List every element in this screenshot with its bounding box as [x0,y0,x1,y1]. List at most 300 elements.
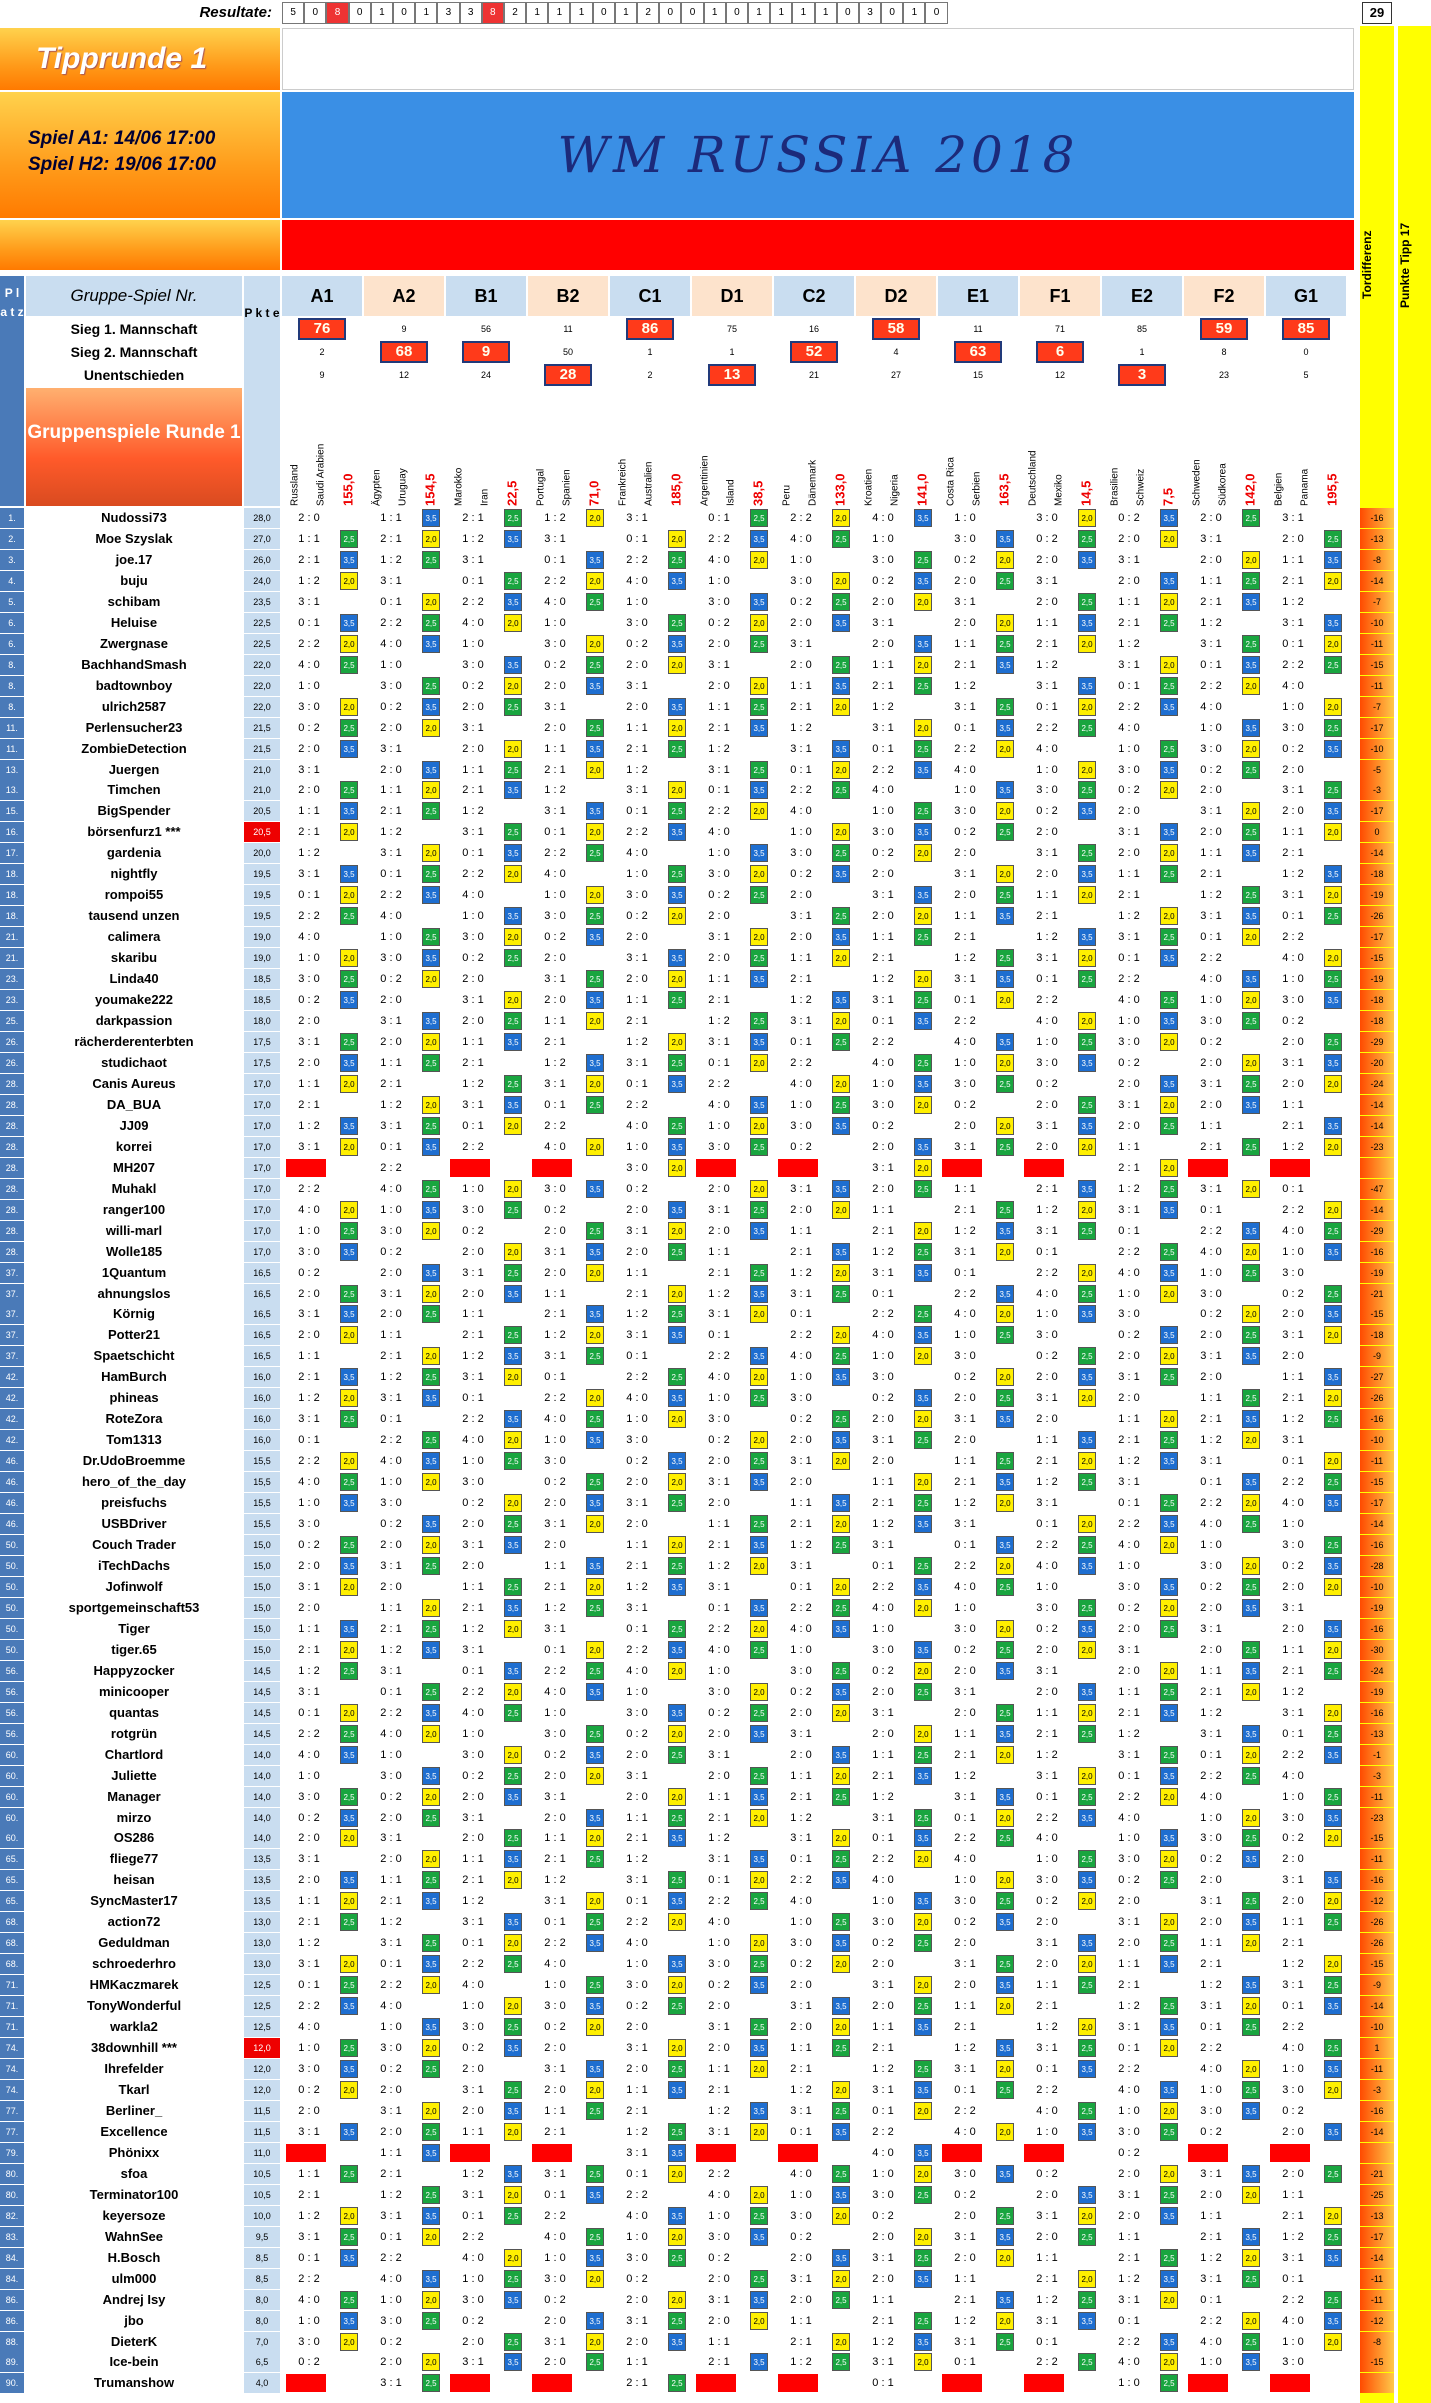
row-tip: 3 : 0 [1118,1308,1140,1321]
row-tip: 2 : 2 [872,1036,894,1048]
row-tip: 1 : 2 [790,1266,812,1279]
row-tip: 2 : 2 [1282,2293,1304,2306]
row-score-badge: 2,0 [832,572,850,590]
row-tip: 2 : 0 [708,1455,730,1468]
row-tip: 2 : 1 [872,2042,894,2055]
row-score-badge: 2,0 [586,1012,604,1030]
table-row [0,571,1431,592]
row-tip: 2 : 2 [544,574,566,587]
row-tip: 3 : 0 [544,1455,566,1468]
pct-value: 27 [890,370,901,380]
row-tip: 3 : 1 [1282,1706,1304,1719]
row-player-name: Ihrefelder [104,2061,164,2077]
row-tip: 3 : 1 [626,1056,648,1069]
row-score-badge: 3,5 [914,2270,932,2288]
row-tip: 0 : 2 [1200,763,1222,776]
row-score-badge: 2,5 [668,1117,686,1135]
row-tip: 2 : 2 [626,553,648,566]
row-score-badge: 2,5 [668,1620,686,1638]
row-tip: 2 : 1 [380,805,402,818]
row-score-badge: 2,5 [996,823,1014,841]
row-score-badge: 2,0 [750,1117,768,1135]
game-points: 155,0 [340,473,356,506]
row-tip: 3 : 1 [462,2188,484,2201]
row-score-badge: 3,5 [1242,2165,1260,2183]
row-tip: 0 : 1 [462,2209,484,2222]
result-cell: 1 [748,2,770,24]
row-tip: 1 : 2 [626,763,648,776]
empty-tip-marker [778,1159,818,1177]
row-tip: 2 : 0 [1036,2188,1058,2201]
row-score-badge: 2,5 [340,530,358,548]
row-points: 16,0 [244,1388,280,1408]
row-tip: 3 : 1 [1200,1077,1222,1090]
row-tip: 3 : 1 [380,2377,402,2390]
row-tip: 0 : 1 [1200,1203,1222,1216]
result-cell: 0 [837,2,859,24]
row-score-badge: 2,5 [504,698,522,716]
row-tip: 2 : 2 [1282,1748,1304,1761]
row-score-badge: 2,5 [750,635,768,653]
row-tip: 3 : 0 [544,2272,566,2285]
row-player-name: ulrich2587 [101,698,167,714]
row-tip: 0 : 1 [954,1811,976,1824]
row-tordifferenz: -19 [1360,1682,1394,1702]
row-score-badge: 3,5 [504,1285,522,1303]
row-score-badge: 2,5 [340,1976,358,1994]
row-tip: 1 : 0 [380,931,402,944]
row-rank: 80. [0,2185,24,2205]
row-points: 15,5 [244,1472,280,1492]
row-score-badge: 2,0 [996,2060,1014,2078]
row-tip: 3 : 1 [544,2063,566,2076]
row-tip: 0 : 2 [1118,784,1140,797]
row-tip: 2 : 0 [954,889,976,902]
game-points: 71,0 [586,480,602,506]
row-score-badge: 2,5 [1242,1767,1260,1785]
row-score-badge: 2,0 [422,2291,440,2309]
row-tip: 1 : 2 [790,2084,812,2096]
row-tip: 1 : 2 [462,805,484,818]
pct-value: 1 [647,347,653,357]
row-tordifferenz [1360,2373,1394,2393]
row-tip: 0 : 1 [1200,2021,1222,2034]
platz-header: P l a t z [0,276,24,506]
row-tip: 3 : 1 [954,1413,976,1426]
row-score-badge: 3,5 [1324,1746,1342,1764]
row-score-badge: 2,5 [586,1725,604,1743]
row-score-badge: 2,5 [996,1829,1014,1847]
row-score-badge: 2,0 [1242,1494,1260,1512]
row-tip: 0 : 2 [298,1539,320,1552]
row-tip: 3 : 1 [462,1098,484,1111]
row-tip: 1 : 1 [1036,889,1058,902]
row-rank: 90. [0,2373,24,2393]
row-tip: 0 : 2 [954,553,976,566]
row-score-badge: 2,5 [750,2018,768,2036]
result-cell: 0 [593,2,615,24]
row-score-badge: 2,5 [914,928,932,946]
row-tordifferenz: -13 [1360,529,1394,549]
row-player-name: minicooper [98,1683,170,1699]
row-tip: 2 : 0 [298,1287,320,1300]
row-score-badge: 3,5 [914,2144,932,2162]
row-tip: 1 : 0 [1282,1518,1304,1531]
row-score-badge: 3,5 [750,719,768,737]
row-tip: 3 : 1 [626,1329,648,1342]
row-score-badge: 2,0 [832,1012,850,1030]
row-tip: 3 : 1 [1200,1895,1222,1908]
row-tip: 1 : 1 [708,1790,730,1803]
row-score-badge: 2,5 [1078,1347,1096,1365]
row-rank: 13. [0,780,24,800]
row-tip: 0 : 1 [1282,1727,1304,1740]
row-tip: 1 : 2 [462,1895,484,1908]
row-tip: 1 : 1 [544,1832,566,1845]
sieg2-label: Sieg 2. Mannschaft [26,341,242,363]
row-tip: 1 : 2 [708,1832,730,1845]
row-tip: 2 : 2 [298,2000,320,2013]
empty-tip-marker [1270,2144,1310,2162]
row-tip: 2 : 1 [790,1790,812,1803]
row-tip: 0 : 2 [872,574,894,587]
row-player-name: Excellence [100,2123,168,2139]
row-score-badge: 2,0 [422,719,440,737]
row-score-badge: 3,5 [750,1347,768,1365]
row-tip: 2 : 0 [954,1979,976,1992]
row-rank: 56. [0,1682,24,1702]
row-tip: 0 : 2 [462,2042,484,2055]
row-tip: 2 : 2 [954,2104,976,2117]
row-tip: 1 : 1 [626,1539,648,1552]
row-rank: 60. [0,1808,24,1828]
gruppe-spiel-label: Gruppe-Spiel Nr. [26,276,242,316]
row-score-badge: 2,5 [504,1201,522,1219]
row-rank: 71. [0,1996,24,2016]
row-score-badge: 3,5 [668,1075,686,1093]
empty-tip-marker [1024,2144,1064,2162]
row-score-badge: 3,5 [914,1326,932,1344]
row-tip: 2 : 0 [544,1811,566,1824]
row-score-badge: 3,5 [1078,1934,1096,1952]
row-score-badge: 2,0 [422,781,440,799]
row-tip: 1 : 0 [708,1119,730,1132]
row-tip: 3 : 0 [954,1622,976,1635]
row-score-badge: 3,5 [750,2291,768,2309]
row-tip: 0 : 2 [1200,2125,1222,2138]
row-points: 19,5 [244,906,280,926]
row-tip: 2 : 0 [462,742,484,755]
row-score-badge: 2,0 [504,2123,522,2141]
row-score-badge: 2,0 [914,656,932,674]
row-tip: 0 : 1 [708,512,730,524]
row-score-badge: 3,5 [750,1976,768,1994]
row-score-badge: 2,0 [340,1075,358,1093]
row-player-name: Trumanshow [93,2375,175,2391]
row-score-badge: 2,5 [1242,635,1260,653]
row-rank: 65. [0,1891,24,1911]
row-tip: 2 : 1 [790,2063,812,2076]
row-tip: 2 : 0 [1282,1350,1304,1363]
row-score-badge: 2,5 [586,1222,604,1240]
row-tip: 3 : 0 [1036,1329,1058,1342]
row-points: 15,5 [244,1514,280,1534]
row-score-badge: 2,0 [750,2123,768,2141]
row-tip: 2 : 0 [708,637,730,650]
row-tordifferenz: -19 [1360,885,1394,905]
row-rank: 82. [0,2206,24,2226]
row-tip: 2 : 0 [1118,1392,1140,1405]
table-row [0,1766,1431,1787]
row-tip: 0 : 2 [380,1790,402,1803]
row-score-badge: 3,5 [832,1934,850,1952]
row-player-name: Chartlord [104,1746,164,1762]
row-tip: 2 : 0 [790,2293,812,2306]
row-player-name: tausend unzen [88,908,180,924]
row-score-badge: 3,5 [340,2312,358,2330]
row-tip: 0 : 2 [1036,532,1058,545]
pct-value: 9 [462,341,510,363]
row-tip: 0 : 1 [872,742,894,755]
row-rank: 42. [0,1367,24,1387]
row-score-badge: 3,5 [668,1201,686,1219]
row-tip: 1 : 0 [462,1182,484,1195]
row-tip: 3 : 1 [1200,1455,1222,1468]
row-tordifferenz: -21 [1360,1284,1394,1304]
row-tip: 4 : 0 [872,512,894,524]
row-rank: 77. [0,2122,24,2142]
team1-name: Deutschland [1027,450,1039,506]
row-tip: 2 : 1 [1036,637,1058,650]
row-player-name: WahnSee [104,2228,164,2244]
row-tip: 2 : 1 [790,1245,812,1258]
row-score-badge: 3,5 [422,1012,440,1030]
row-tip: 2 : 1 [380,2167,402,2180]
row-tip: 1 : 1 [790,1497,812,1510]
row-points: 12,5 [244,2017,280,2037]
row-score-badge: 3,5 [1324,991,1342,1009]
row-tip: 3 : 1 [708,763,730,776]
row-score-badge: 3,5 [422,1641,440,1659]
row-score-badge: 3,5 [586,1997,604,2015]
row-tip: 2 : 2 [1118,700,1140,713]
team2-name: Panama [1299,468,1311,506]
row-score-badge: 2,5 [914,2060,932,2078]
result-cell: 2 [637,2,659,24]
row-tip: 1 : 0 [790,1098,812,1111]
row-score-badge: 2,0 [668,1976,686,1994]
row-score-badge: 2,5 [914,1431,932,1449]
row-tip: 3 : 0 [544,2000,566,2013]
row-tip: 3 : 1 [1036,1224,1058,1237]
row-score-badge: 2,0 [586,1326,604,1344]
row-tip: 4 : 0 [1036,1832,1058,1845]
row-tip: 2 : 0 [626,931,648,944]
table-row [0,1849,1431,1870]
row-tip: 2 : 1 [462,1329,484,1342]
row-tip: 3 : 0 [380,952,402,965]
row-score-badge: 3,5 [340,1243,358,1261]
row-tip: 4 : 0 [872,1329,894,1342]
row-tip: 3 : 0 [298,2063,320,2076]
row-tip: 2 : 1 [544,763,566,776]
row-tip: 0 : 2 [790,1140,812,1153]
row-tip: 3 : 0 [872,1643,894,1656]
row-tip: 2 : 1 [1282,847,1304,860]
row-player-name: schroederhro [92,1956,176,1972]
table-row [0,948,1431,969]
row-player-name: korrei [115,1138,153,1154]
row-tip: 1 : 2 [872,2335,894,2348]
row-tordifferenz: -13 [1360,2206,1394,2226]
row-score-badge: 3,5 [668,823,686,841]
pct-value: 0 [1303,347,1309,357]
row-tip: 4 : 0 [708,553,730,566]
row-tip: 4 : 0 [544,595,566,608]
row-score-badge: 2,5 [832,1850,850,1868]
row-score-badge: 2,5 [832,781,850,799]
row-tordifferenz: -12 [1360,1891,1394,1911]
row-tip: 0 : 1 [708,1601,730,1614]
row-score-badge: 2,0 [340,1326,358,1344]
row-score-badge: 2,0 [668,781,686,799]
row-tordifferenz: -28 [1360,1556,1394,1576]
row-tip: 4 : 0 [626,1119,648,1132]
row-tip: 2 : 0 [708,2272,730,2285]
row-score-badge: 2,5 [1242,2081,1260,2099]
row-points: 15,5 [244,1493,280,1513]
row-tordifferenz: -18 [1360,990,1394,1010]
row-tip: 1 : 0 [1118,1832,1140,1845]
row-score-badge: 3,5 [668,1578,686,1596]
row-score-badge: 3,5 [340,614,358,632]
row-tip: 2 : 2 [1282,931,1304,944]
table-row [0,1304,1431,1325]
row-score-badge: 2,5 [422,614,440,632]
row-score-badge: 3,5 [914,509,932,527]
row-tip: 2 : 1 [1282,574,1304,587]
row-score-badge: 2,5 [586,970,604,988]
row-score-badge: 2,0 [996,1809,1014,1827]
row-score-badge: 3,5 [1078,2186,1096,2204]
row-tip: 3 : 0 [708,1958,730,1971]
row-score-badge: 2,5 [1160,1683,1178,1701]
row-tip: 3 : 1 [462,553,484,566]
row-tip: 3 : 0 [708,1413,730,1426]
row-score-badge: 2,5 [340,719,358,737]
team1-name: Kroatien [863,468,875,506]
row-score-badge: 2,5 [504,949,522,967]
row-score-badge: 3,5 [340,1620,358,1638]
row-tip: 2 : 0 [708,2314,730,2327]
row-score-badge: 2,0 [996,1871,1014,1889]
row-tip: 2 : 1 [298,1916,320,1929]
row-points: 22,5 [244,613,280,633]
table-row [0,1640,1431,1661]
row-score-badge: 3,5 [1078,1368,1096,1386]
results-label: Resultate: [199,4,272,21]
row-points: 13,5 [244,1891,280,1911]
row-score-badge: 2,0 [996,1746,1014,1764]
row-player-name: darkpassion [95,1013,173,1029]
row-tip: 0 : 1 [462,1937,484,1950]
row-score-badge: 2,5 [668,2249,686,2267]
table-row [0,1703,1431,1724]
empty-tip-marker [1188,1159,1228,1177]
row-score-badge: 3,5 [1160,2207,1178,2225]
row-score-badge: 3,5 [1324,1809,1342,1827]
row-score-badge: 2,0 [422,2228,440,2246]
row-score-badge: 2,0 [1078,698,1096,716]
table-row [0,822,1431,843]
row-tip: 1 : 1 [462,1580,484,1593]
row-tip: 1 : 1 [1118,2230,1140,2243]
row-tip: 2 : 0 [872,1455,894,1468]
row-score-badge: 2,5 [1324,2228,1342,2246]
row-tip: 1 : 2 [790,721,812,734]
row-tip: 4 : 0 [626,2209,648,2222]
row-score-badge: 3,5 [1242,1222,1260,1240]
row-score-badge: 2,0 [1242,2312,1260,2330]
row-tip: 2 : 0 [1200,2188,1222,2201]
row-tordifferenz: -25 [1360,2185,1394,2205]
row-score-badge: 2,0 [1078,2270,1096,2288]
row-tip: 3 : 1 [790,1727,812,1740]
row-tip: 3 : 1 [1118,826,1140,839]
row-tip: 1 : 2 [298,574,320,587]
row-tip: 2 : 1 [1282,1937,1304,1950]
row-points: 11,0 [244,2143,280,2163]
row-score-badge: 2,5 [1078,1725,1096,1743]
row-tip: 1 : 1 [1282,1371,1304,1384]
row-tip: 3 : 0 [872,1916,894,1929]
row-score-badge: 3,5 [750,1473,768,1491]
game-header-b2: B2 [528,276,608,316]
row-score-badge: 3,5 [668,1955,686,1973]
row-score-badge: 2,5 [1160,677,1178,695]
row-rank: 3. [0,550,24,570]
row-rank: 68. [0,1933,24,1953]
team2-name: Serbien [971,471,983,506]
table-row [0,2311,1431,2332]
row-score-badge: 2,5 [996,1578,1014,1596]
row-tip: 0 : 2 [872,1664,894,1677]
row-tip: 3 : 0 [1118,1853,1140,1866]
row-tip: 4 : 0 [1200,2063,1222,2076]
row-tip: 3 : 1 [380,2209,402,2222]
row-tip: 1 : 2 [380,1916,402,1929]
row-tordifferenz: -18 [1360,1011,1394,1031]
row-score-badge: 2,0 [668,1159,686,1177]
row-tip: 1 : 0 [626,1140,648,1153]
row-tip: 0 : 1 [298,1979,320,1992]
row-score-badge: 3,5 [996,781,1014,799]
row-score-badge: 2,5 [750,1515,768,1533]
table-row [0,1556,1431,1577]
row-tip: 3 : 1 [1282,889,1304,902]
row-tip: 1 : 2 [954,1224,976,1237]
row-score-badge: 2,0 [996,614,1014,632]
row-tip: 0 : 1 [298,889,320,902]
row-tip: 3 : 1 [1282,616,1304,629]
row-score-badge: 3,5 [1324,1243,1342,1261]
row-tip: 1 : 0 [544,889,566,902]
row-score-badge: 2,5 [1242,1326,1260,1344]
row-rank: 26. [0,1053,24,1073]
row-tordifferenz: -9 [1360,1975,1394,1995]
row-points: 12,0 [244,2080,280,2100]
game-sieg1-pct [364,318,444,340]
